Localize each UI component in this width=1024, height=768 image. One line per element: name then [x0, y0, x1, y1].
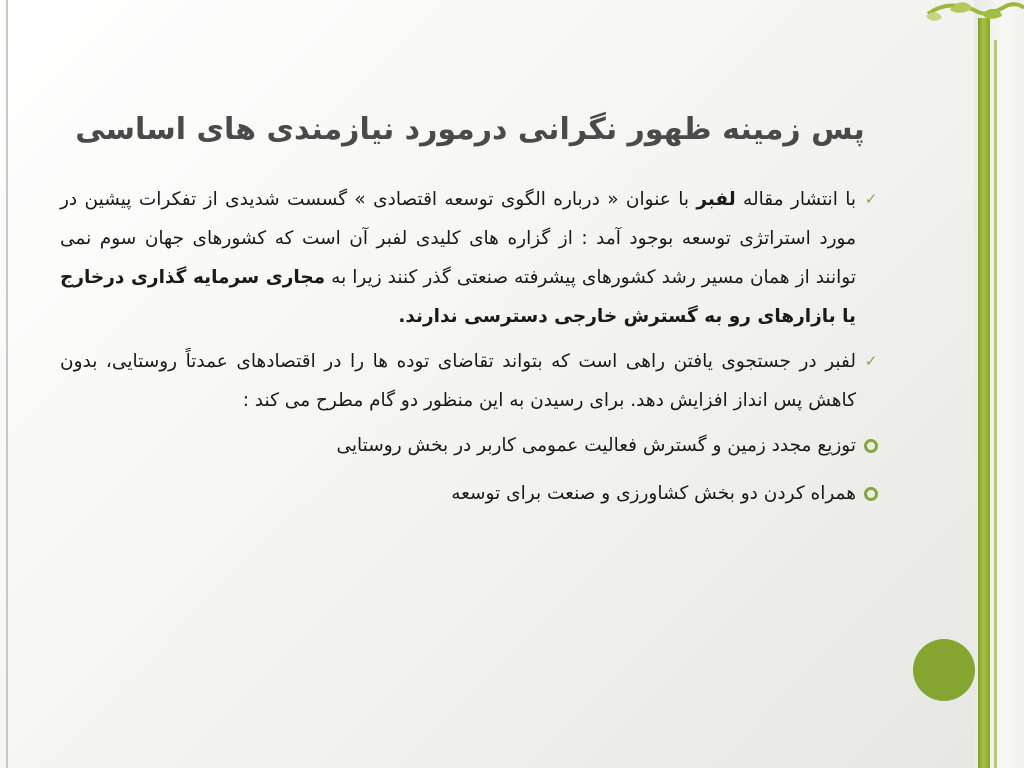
bullet-2	[60, 474, 880, 513]
paragraph-1-text-b: با عنوان « درباره الگوی توسعه اقتصادی » گسست شدیدی از تفکرات پیشین در مورد استراتژی توسعه بوجود آمد : از گزاره های کلیدی لفبر آن است که کشورهای جهان سوم نمی توانند از همان مسیر رشد کشورهای پیشرفته صنعتی گذر کنند زیرا به	[60, 189, 857, 288]
paragraph-2-text: لفبر در جستجوی یافتن راهی است که بتواند تقاضای توده ها را در اقتصادهای عمدتاً روستایی، بدون کاهش پس انداز افزایش دهد. برای رسیدن به این منظور دو گام مطرح می کند :	[60, 351, 856, 411]
paragraph-1-text-a: با انتشار مقاله	[735, 189, 856, 210]
green-circle-decoration	[913, 639, 975, 701]
check-icon: ✓	[864, 352, 878, 370]
paragraph-2	[60, 342, 880, 420]
green-vertical-line	[994, 40, 997, 768]
slide-title: پس زمینه ظهور نگرانی درمورد نیازمندی های اساسی	[75, 112, 865, 147]
bullet-2-text: همراه کردن دو بخش کشاورزی و صنعت برای توسعه	[451, 483, 856, 504]
bullet-1	[60, 426, 880, 465]
ring-bullet-icon	[864, 487, 878, 501]
vine-leaf-decoration-icon	[920, 0, 1024, 34]
ring-bullet-icon	[864, 439, 878, 453]
paragraph-1-bold-b: مجاری سرمایه گذاری درخارج یا بازارهای رو به گسترش خارجی دسترسی ندارند.	[60, 267, 856, 327]
paragraph-1	[60, 180, 880, 336]
green-vertical-bar	[978, 18, 990, 768]
paragraph-1-bold-a: لفبر	[696, 189, 736, 210]
bullet-1-text: توزیع مجدد زمین و گسترش فعالیت عمومی کاربر در بخش روستایی	[336, 435, 856, 456]
slide-content	[60, 180, 880, 522]
check-icon: ✓	[864, 190, 878, 208]
left-frame-line	[6, 0, 8, 768]
